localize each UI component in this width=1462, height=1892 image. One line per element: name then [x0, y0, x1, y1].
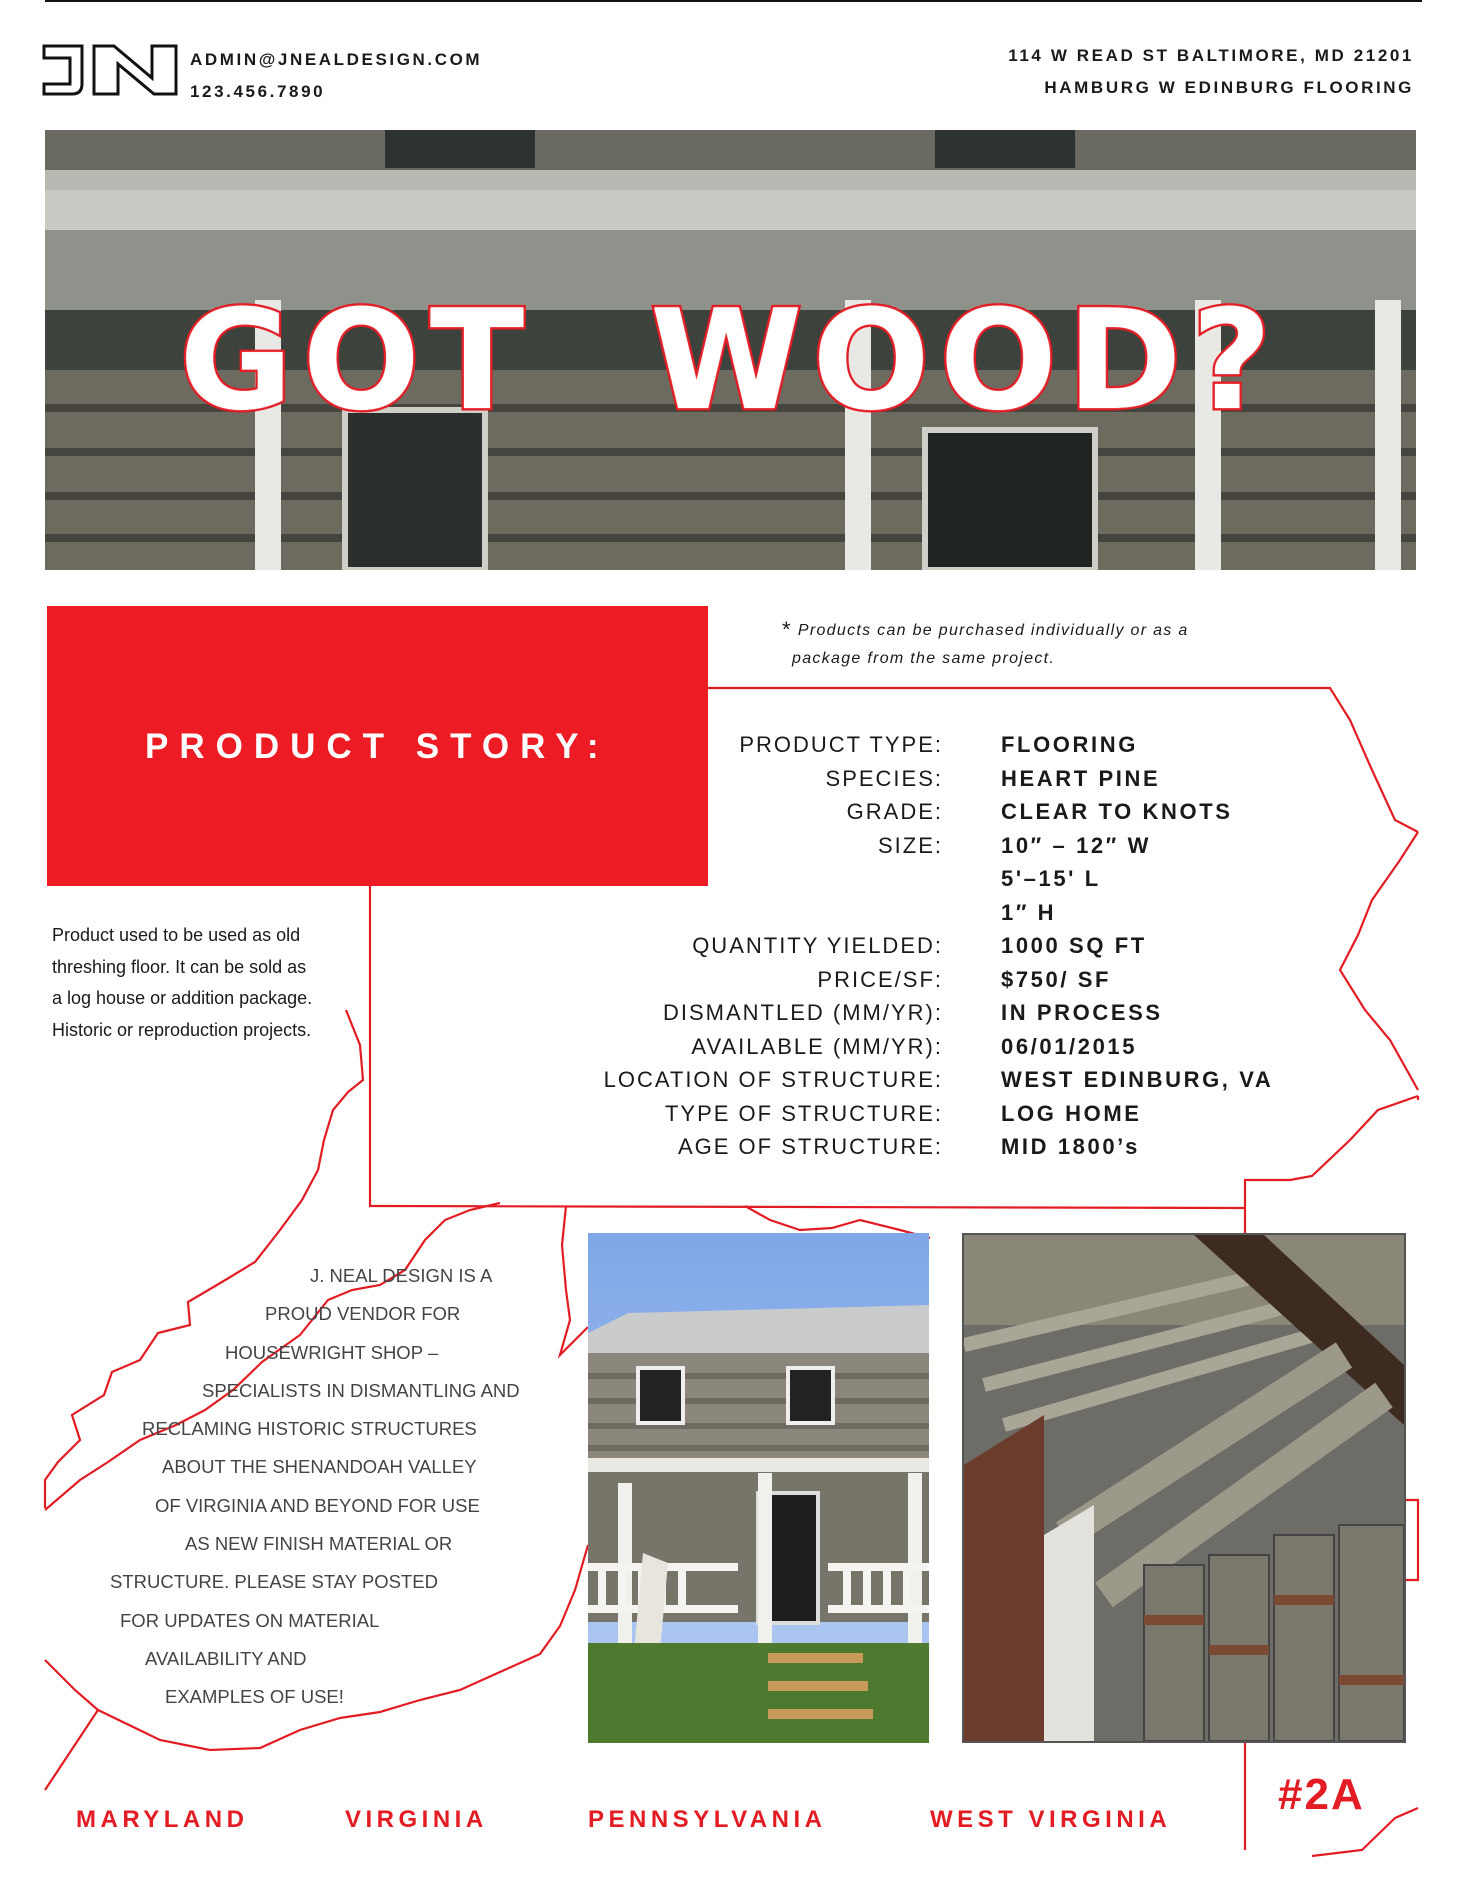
- vendor-line: AS NEW FINISH MATERIAL OR: [185, 1533, 453, 1555]
- spec-label: DISMANTLED (MM/YR):: [663, 1000, 943, 1025]
- spec-row: [560, 933, 1320, 967]
- spec-row: [560, 967, 1320, 1001]
- spec-row: [560, 1034, 1320, 1068]
- spec-value: FLOORING: [1001, 732, 1138, 757]
- spec-label: PRICE/SF:: [817, 966, 943, 992]
- asterisk-mark: *: [782, 617, 792, 642]
- spec-value: LOG HOME: [1001, 1100, 1142, 1126]
- spec-value: 1″ H: [1001, 899, 1057, 925]
- description-line: Historic or reproduction projects.: [52, 1019, 312, 1040]
- spec-row: [560, 1067, 1320, 1101]
- vendor-line: FOR UPDATES ON MATERIAL: [120, 1609, 380, 1631]
- vendor-line: STRUCTURE. PLEASE STAY POSTED: [110, 1571, 438, 1593]
- spec-label: LOCATION OF STRUCTURE:: [603, 1067, 943, 1092]
- spec-row: [560, 799, 1320, 833]
- top-rule: [45, 0, 1422, 2]
- state-label-virginia: VIRGINIA: [345, 1806, 488, 1833]
- product-description: [52, 920, 352, 1046]
- vendor-line: HOUSEWRIGHT SHOP –: [225, 1341, 439, 1363]
- project-name: HAMBURG W EDINBURG FLOORING: [1044, 78, 1414, 97]
- description-line: Product used to be used as old: [52, 925, 301, 945]
- spec-label: AVAILABLE (MM/YR):: [691, 1033, 943, 1059]
- spec-value: CLEAR TO KNOTS: [1001, 799, 1233, 824]
- note-line-1: Products can be purchased individually or as a: [797, 622, 1189, 639]
- description-line: threshing floor. It can be sold as: [52, 956, 307, 977]
- spec-row: [560, 900, 1320, 934]
- spec-row: [560, 1134, 1320, 1168]
- jn-logo: [42, 44, 178, 96]
- spec-row: [560, 732, 1320, 766]
- spec-label: AGE OF STRUCTURE:: [677, 1134, 943, 1159]
- vendor-line: PROUD VENDOR FOR: [265, 1303, 461, 1325]
- address-block: [1008, 40, 1414, 104]
- phone-number: 123.456.7890: [190, 82, 326, 101]
- product-story-title: PRODUCT STORY:: [145, 727, 610, 766]
- floorboards-photo: [962, 1233, 1406, 1743]
- spec-row: [560, 833, 1320, 867]
- spec-row: [560, 766, 1320, 800]
- contact-block: [190, 44, 482, 108]
- vendor-line: ABOUT THE SHENANDOAH VALLEY: [162, 1456, 477, 1478]
- vendor-line: J. NEAL DESIGN IS A: [310, 1265, 493, 1286]
- spec-value: IN PROCESS: [1001, 1000, 1163, 1025]
- spec-value: WEST EDINBURG, VA: [1001, 1067, 1274, 1092]
- state-label-maryland: MARYLAND: [76, 1806, 249, 1833]
- hero-photo: [45, 130, 1416, 570]
- state-label-pennsylvania: PENNSYLVANIA: [588, 1806, 827, 1833]
- spec-label: SIZE:: [877, 832, 943, 858]
- spec-value: HEART PINE: [1001, 765, 1161, 791]
- vendor-line: RECLAMING HISTORIC STRUCTURES: [142, 1418, 477, 1440]
- description-line: a log house or addition package.: [52, 988, 313, 1008]
- sheet-number: #2A: [1278, 1770, 1365, 1819]
- note-line-2: package from the same project.: [792, 650, 1056, 667]
- spec-row: [560, 1000, 1320, 1034]
- street-address: 114 W READ ST BALTIMORE, MD 21201: [1008, 46, 1414, 65]
- house-exterior-photo: [588, 1233, 929, 1743]
- spec-value: 5'–15' L: [1001, 866, 1101, 891]
- spec-value: 1000 SQ FT: [1001, 933, 1147, 958]
- spec-label: TYPE OF STRUCTURE:: [664, 1100, 943, 1126]
- spec-value: $750/ SF: [1001, 966, 1112, 992]
- vendor-statement: [95, 1265, 565, 1725]
- vendor-line: EXAMPLES OF USE!: [165, 1686, 344, 1708]
- email-link[interactable]: ADMIN@JNEALDESIGN.COM: [190, 50, 483, 69]
- spec-label: SPECIES:: [825, 765, 943, 791]
- spec-value: 06/01/2015: [1001, 1033, 1138, 1059]
- spec-row: [560, 866, 1320, 900]
- vendor-line: SPECIALISTS IN DISMANTLING AND: [202, 1379, 520, 1401]
- product-specs-table: [560, 732, 1320, 1168]
- spec-value: 10″ – 12″ W: [1001, 832, 1151, 858]
- spec-value: MID 1800’s: [1001, 1134, 1140, 1159]
- spec-label: PRODUCT TYPE:: [739, 732, 943, 757]
- purchase-note: [782, 616, 1189, 673]
- vendor-line: AVAILABILITY AND: [145, 1647, 307, 1669]
- spec-label: GRADE:: [846, 799, 943, 824]
- spec-row: [560, 1101, 1320, 1135]
- vendor-line: OF VIRGINIA AND BEYOND FOR USE: [155, 1494, 480, 1516]
- hero-headline: GOT WOOD?: [179, 280, 1282, 441]
- spec-label: QUANTITY YIELDED:: [692, 933, 943, 958]
- state-label-west-virginia: WEST VIRGINIA: [930, 1806, 1172, 1833]
